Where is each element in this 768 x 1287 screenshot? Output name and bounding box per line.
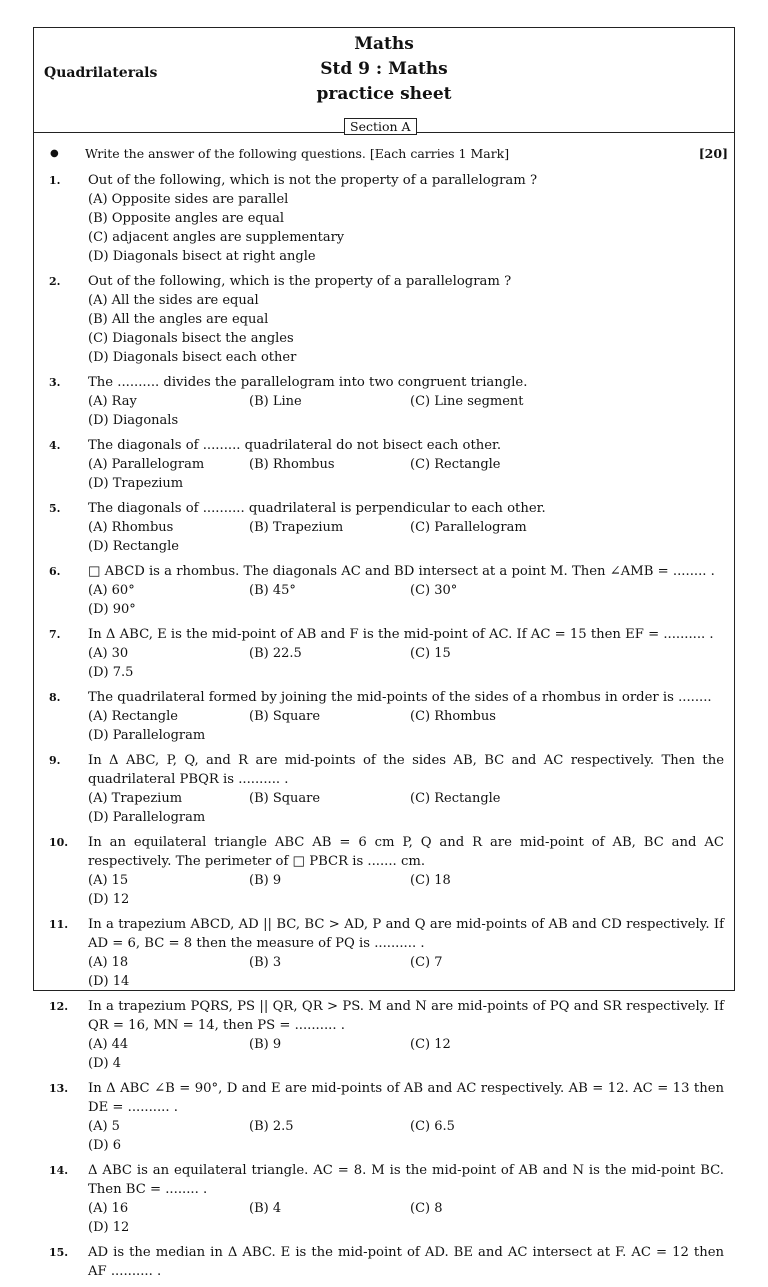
question-item xyxy=(34,373,734,430)
answer-option: (B) 45° xyxy=(249,583,296,598)
total-marks: [20] xyxy=(698,146,728,161)
question-number: 7. xyxy=(49,628,61,641)
answer-option: (D) Diagonals bisect at right angle xyxy=(88,249,316,264)
question-number: 4. xyxy=(49,439,61,452)
option-list xyxy=(88,1199,724,1237)
answer-option: (C) Rectangle xyxy=(410,457,501,472)
option-list xyxy=(88,392,724,430)
answer-option: (B) 2.5 xyxy=(249,1119,294,1134)
answer-option: (D) Diagonals bisect each other xyxy=(88,350,297,365)
question-text: Δ ABC is an equilateral triangle. AC = 8. M is the mid-point of AB and N is the mid-point BC. Then BC = ........ . xyxy=(88,1163,724,1197)
question-number: 5. xyxy=(49,502,61,515)
instruction-text: Write the answer of the following questions. [Each carries 1 Mark] xyxy=(85,146,510,161)
question-item xyxy=(34,1079,734,1155)
answer-option: (C) Rectangle xyxy=(410,791,501,806)
answer-option: (A) Parallelogram xyxy=(88,457,205,472)
answer-option: (A) All the sides are equal xyxy=(88,293,259,308)
question-text: The diagonals of ......... quadrilateral do not bisect each other. xyxy=(88,438,502,453)
answer-option: (A) 60° xyxy=(88,583,135,598)
question-item xyxy=(34,272,734,367)
question-text: In Δ ABC, P, Q, and R are mid-points of the sides AB, BC and AC respectively. Then the quadrilateral PBQR is .......... . xyxy=(88,753,724,787)
answer-option: (C) 7 xyxy=(410,955,443,970)
answer-option: (C) Rhombus xyxy=(410,709,496,724)
answer-option: (A) Rhombus xyxy=(88,520,174,535)
answer-option: (C) adjacent angles are supplementary xyxy=(88,230,345,245)
answer-option: (C) Line segment xyxy=(410,394,524,409)
answer-option: (D) 12 xyxy=(88,1220,130,1235)
question-item xyxy=(34,833,734,909)
question-item xyxy=(34,499,734,556)
option-list xyxy=(88,455,724,493)
topic-label: Quadrilaterals xyxy=(44,65,158,81)
answer-option: (A) Rectangle xyxy=(88,709,178,724)
question-item xyxy=(34,562,734,619)
question-number: 2. xyxy=(49,275,61,288)
answer-option: (B) Trapezium xyxy=(249,520,344,535)
question-item xyxy=(34,997,734,1073)
answer-option: (D) 7.5 xyxy=(88,665,134,680)
option-list xyxy=(88,190,724,266)
question-text: The .......... divides the parallelogram into two congruent triangle. xyxy=(88,375,528,390)
answer-option: (D) Parallelogram xyxy=(88,810,206,825)
question-item xyxy=(34,751,734,827)
answer-option: (C) Diagonals bisect the angles xyxy=(88,331,294,346)
answer-option: (B) 3 xyxy=(249,955,282,970)
answer-option: (D) 4 xyxy=(88,1056,121,1071)
option-list xyxy=(88,291,724,367)
answer-option: (C) 12 xyxy=(410,1037,451,1052)
option-list xyxy=(88,707,724,745)
question-number: 6. xyxy=(49,565,61,578)
answer-option: (B) 22.5 xyxy=(249,646,302,661)
question-number: 8. xyxy=(49,691,61,704)
question-item xyxy=(34,1161,734,1237)
question-number: 13. xyxy=(49,1082,69,1095)
question-text: Out of the following, which is not the property of a parallelogram ? xyxy=(88,173,538,188)
question-item xyxy=(34,436,734,493)
bullet-icon: ● xyxy=(50,148,59,159)
answer-option: (D) 14 xyxy=(88,974,130,989)
answer-option: (B) Square xyxy=(249,709,321,724)
answer-option: (B) Rhombus xyxy=(249,457,335,472)
answer-option: (A) 18 xyxy=(88,955,129,970)
answer-option: (C) Parallelogram xyxy=(410,520,527,535)
option-list xyxy=(88,953,724,991)
question-text: In a trapezium PQRS, PS || QR, QR > PS. M and N are mid-points of PQ and SR respectively. If QR = 16, MN = 14, then PS = .......... . xyxy=(88,999,724,1033)
answer-option: (B) 9 xyxy=(249,873,282,888)
answer-option: (A) Trapezium xyxy=(88,791,183,806)
answer-option: (B) 4 xyxy=(249,1201,282,1216)
title-standard: Std 9 : Maths xyxy=(320,59,448,79)
question-text: In Δ ABC, E is the mid-point of AB and F is the mid-point of AC. If AC = 15 then EF = .......... . xyxy=(88,627,714,642)
answer-option: (B) Line xyxy=(249,394,302,409)
question-text: In an equilateral triangle ABC AB = 6 cm P, Q and R are mid-point of AB, BC and AC respectively. The perimeter of □ PBCR is ....... cm. xyxy=(88,835,724,869)
answer-option: (D) 12 xyxy=(88,892,130,907)
question-number: 3. xyxy=(49,376,61,389)
answer-option: (C) 30° xyxy=(410,583,458,598)
title-sheet: practice sheet xyxy=(316,84,452,104)
answer-option: (A) Opposite sides are parallel xyxy=(88,192,289,207)
answer-option: (D) Trapezium xyxy=(88,476,184,491)
answer-option: (A) Ray xyxy=(88,394,137,409)
question-item xyxy=(34,688,734,745)
page-title xyxy=(34,32,734,107)
question-number: 9. xyxy=(49,754,61,767)
question-number: 10. xyxy=(49,836,69,849)
option-list xyxy=(88,871,724,909)
section-a-label: Section A xyxy=(344,118,417,135)
answer-option: (D) 90° xyxy=(88,602,136,617)
option-list xyxy=(88,1035,724,1073)
answer-option: (D) Rectangle xyxy=(88,539,179,554)
question-item xyxy=(34,1243,734,1281)
answer-option: (B) Opposite angles are equal xyxy=(88,211,285,226)
question-number: 11. xyxy=(49,918,69,931)
option-list xyxy=(88,1117,724,1155)
question-list xyxy=(34,171,734,1287)
option-list xyxy=(88,518,724,556)
answer-option: (C) 18 xyxy=(410,873,451,888)
answer-option: (B) All the angles are equal xyxy=(88,312,269,327)
question-number: 15. xyxy=(49,1246,69,1259)
question-text: The diagonals of .......... quadrilateral is perpendicular to each other. xyxy=(88,501,546,516)
answer-option: (D) Parallelogram xyxy=(88,728,206,743)
question-text: □ ABCD is a rhombus. The diagonals AC and BD intersect at a point M. Then ∠AMB = ........ . xyxy=(88,564,715,579)
question-number: 14. xyxy=(49,1164,69,1177)
question-item xyxy=(34,915,734,991)
worksheet-page xyxy=(33,27,735,1279)
answer-option: (A) 44 xyxy=(88,1037,129,1052)
question-item xyxy=(34,625,734,682)
question-number: 1. xyxy=(49,174,61,187)
answer-option: (C) 15 xyxy=(410,646,451,661)
question-text: Out of the following, which is the property of a parallelogram ? xyxy=(88,274,512,289)
answer-option: (A) 30 xyxy=(88,646,129,661)
answer-option: (A) 16 xyxy=(88,1201,129,1216)
question-text: The quadrilateral formed by joining the mid-points of the sides of a rhombus in order is ........ xyxy=(88,690,712,705)
title-subject: Maths xyxy=(354,34,414,54)
answer-option: (C) 6.5 xyxy=(410,1119,455,1134)
question-item xyxy=(34,171,734,266)
question-text: In a trapezium ABCD, AD || BC, BC > AD, P and Q are mid-points of AB and CD respectively. If AD = 6, BC = 8 then the measure of PQ is .......... . xyxy=(88,917,724,951)
answer-option: (D) Diagonals xyxy=(88,413,179,428)
option-list xyxy=(88,789,724,827)
option-list xyxy=(88,581,724,619)
question-text: AD is the median in Δ ABC. E is the mid-point of AD. BE and AC intersect at F. AC = 12 then AF .......... . xyxy=(88,1245,724,1279)
question-text: In Δ ABC ∠B = 90°, D and E are mid-points of AB and AC respectively. AB = 12. AC = 13 then DE = .......... . xyxy=(88,1081,724,1115)
answer-option: (B) Square xyxy=(249,791,321,806)
answer-option: (C) 8 xyxy=(410,1201,443,1216)
question-number: 12. xyxy=(49,1000,69,1013)
option-list xyxy=(88,644,724,682)
answer-option: (B) 9 xyxy=(249,1037,282,1052)
answer-option: (A) 5 xyxy=(88,1119,120,1134)
answer-option: (A) 15 xyxy=(88,873,129,888)
answer-option: (D) 6 xyxy=(88,1138,121,1153)
